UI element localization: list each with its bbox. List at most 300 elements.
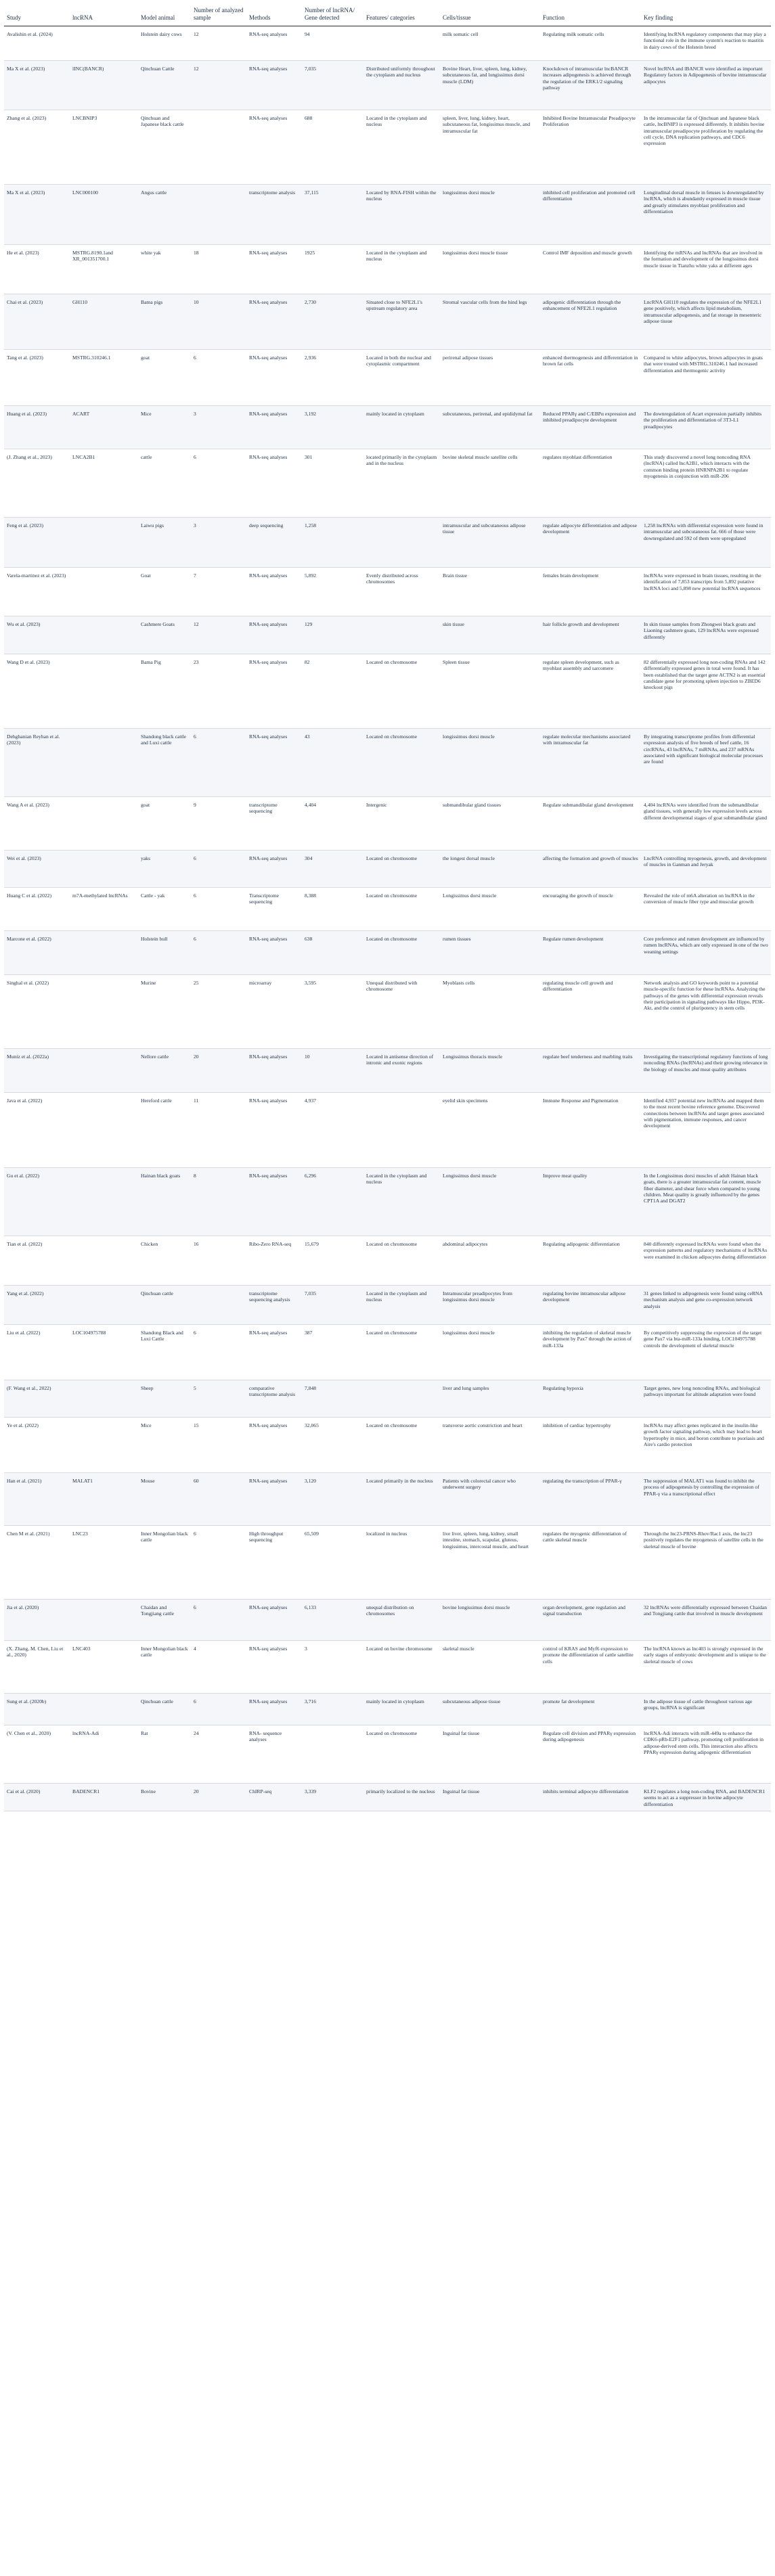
cell-lncrna [70, 654, 138, 729]
cell-key-finding: KLF2 regulates a long non-coding RNA, and BADENCR1 seems to act as a suppressor in bovine adipocyte differentiation [641, 1784, 771, 1811]
cell-cells-tissue: the longest dorsal muscle [440, 851, 540, 888]
cell-methods: RNA-seq analyses [246, 568, 302, 616]
cell-cells-tissue: bovine skeletal muscle satellite cells [440, 449, 540, 518]
cell-model-animal: Goat [138, 568, 191, 616]
cell-study: (J. Zhang et al., 2023) [4, 449, 70, 518]
cell-function: Regulating milk somatic cells [540, 26, 641, 61]
cell-model-animal: Bama Pig [138, 654, 191, 729]
cell-study: Liu et al. (2022) [4, 1325, 70, 1380]
cell-lncrna: ACART [70, 406, 138, 449]
cell-features: mainly located in cytoplasm [363, 406, 440, 449]
cell-model-animal: yaks [138, 851, 191, 888]
cell-study: Ma X et al. (2023) [4, 61, 70, 110]
cell-cells-tissue: Longissimus dorsi muscle [440, 1168, 540, 1236]
cell-lncrna [70, 26, 138, 61]
cell-key-finding: 31 genes linked to adipogenesis were found using ceRNA mechanism analysis and gene co-expression network analysis [641, 1286, 771, 1325]
table-row [4, 851, 771, 888]
table-row [4, 729, 771, 797]
cell-sample-count: 15 [191, 1418, 246, 1473]
cell-features: Unequal distributed with chromosome [363, 975, 440, 1049]
cell-lncrna: LOC104975788 [70, 1325, 138, 1380]
cell-sample-count: 25 [191, 975, 246, 1049]
cell-sample-count: 3 [191, 518, 246, 568]
cell-cells-tissue: longissimus dorsi muscle [440, 1325, 540, 1380]
cell-lncrna [70, 1380, 138, 1418]
table-row [4, 245, 771, 294]
cell-methods: microarray [246, 975, 302, 1049]
cell-study: Gu et al. (2022) [4, 1168, 70, 1236]
cell-genes-detected: 1925 [302, 245, 363, 294]
cell-methods: transcriptome analysis [246, 185, 302, 245]
table-row [4, 406, 771, 449]
cell-key-finding: In skin tissue samples from Zhongwei black goats and Liaoning cashmere goats, 129 lncRNAs were expressed differently [641, 616, 771, 654]
cell-genes-detected: 7,035 [302, 1286, 363, 1325]
table-row [4, 975, 771, 1049]
cell-model-animal: Hereford cattle [138, 1093, 191, 1168]
cell-genes-detected: 37,115 [302, 185, 363, 245]
cell-features: unequal distribution on chromosomes [363, 1600, 440, 1641]
cell-lncrna: LNC23 [70, 1526, 138, 1600]
cell-genes-detected: 1,258 [302, 518, 363, 568]
cell-lncrna [70, 1286, 138, 1325]
cell-features: Located on chromosome [363, 1418, 440, 1473]
cell-features: primarily localized to the nucleus [363, 1784, 440, 1811]
cell-genes-detected: 3,192 [302, 406, 363, 449]
cell-methods: RNA-seq analyses [246, 61, 302, 110]
cell-study: Marcone et al. (2022) [4, 931, 70, 975]
table-row [4, 110, 771, 185]
cell-methods: RNA-seq analyses [246, 729, 302, 797]
cell-sample-count: 23 [191, 654, 246, 729]
cell-function: inhibition of cardiac hypertrophy [540, 1418, 641, 1473]
cell-lncrna [70, 729, 138, 797]
cell-features [363, 1093, 440, 1168]
cell-key-finding: The downregulation of Acart expression partially inhibits the proliferation and differentiation of 3T3-L1 preadipocytes [641, 406, 771, 449]
cell-key-finding: LncRNA GH110 regulates the expression of the NFE2L1 gene positively, which affects lipid metabolism, intramuscular adipogenesis, and fat storage in mesenteric adipose tissue [641, 294, 771, 350]
cell-lncrna [70, 1236, 138, 1286]
cell-cells-tissue: subcutaneous adipose tissue [440, 1694, 540, 1725]
cell-lncrna: lINC(BANCR) [70, 61, 138, 110]
table-row [4, 1325, 771, 1380]
table-row [4, 1526, 771, 1600]
cell-cells-tissue: Myoblasts cells [440, 975, 540, 1049]
cell-methods: RNA-seq analyses [246, 931, 302, 975]
header-key-finding: Key finding [641, 3, 771, 26]
cell-study: Feng et al. (2023) [4, 518, 70, 568]
cell-features [363, 518, 440, 568]
cell-study: Chen M et al. (2021) [4, 1526, 70, 1600]
cell-sample-count: 6 [191, 1526, 246, 1600]
cell-methods: RNA-seq analyses [246, 1325, 302, 1380]
cell-model-animal: goat [138, 797, 191, 851]
cell-methods: RNA-seq analyses [246, 110, 302, 185]
cell-lncrna [70, 518, 138, 568]
cell-features: Located in the cytoplasm and nucleus [363, 1168, 440, 1236]
cell-key-finding: Through the lnc23-PRNS-Rhov/Rac1 axis, the lnc23 positively regulates the myogenesis of satellite cells in the skeletal muscle of bovine [641, 1526, 771, 1600]
cell-cells-tissue: live liver, spleen, lung, kidney, small intestine, stomach, scapular, gluteus, longissimus, intercostal muscle, and heart [440, 1526, 540, 1600]
cell-function: Reduced PPARγ and C/EBPα expression and inhibited preadipocyte development [540, 406, 641, 449]
cell-methods: High throughput sequencing [246, 1526, 302, 1600]
cell-features: Located on bovine chromosome [363, 1641, 440, 1694]
header-lncrna: lncRNA [70, 3, 138, 26]
cell-lncrna [70, 1694, 138, 1725]
cell-sample-count: 6 [191, 729, 246, 797]
cell-function: regulating the transcription of PPAR-γ [540, 1473, 641, 1526]
cell-function: regulate spleen development, such as myoblast assembly and sarcomere [540, 654, 641, 729]
cell-features: Distributed uniformly throughout the cytoplasm and nucleus [363, 61, 440, 110]
cell-genes-detected: 8,388 [302, 888, 363, 931]
cell-features: Located in the cytoplasm and nucleus [363, 245, 440, 294]
cell-genes-detected: 3,339 [302, 1784, 363, 1811]
cell-cells-tissue: liver and lung samples [440, 1380, 540, 1418]
cell-key-finding: Identifying the mRNAs and lncRNAs that are involved in the formation and development of the longissimus dorsi muscle tissue in Tianzhu white yaks at different ages [641, 245, 771, 294]
cell-key-finding: Identifying lncRNA regulatory components that may play a functional role in the immune system's reaction to mastitis in dairy cows of the Holstein breed [641, 26, 771, 61]
cell-function: hair follicle growth and development [540, 616, 641, 654]
cell-features [363, 616, 440, 654]
cell-key-finding: 4,404 lncRNAs were identified from the submandibular gland tissues, with generally low expression levels across different developmental stages of goat submandibular gland [641, 797, 771, 851]
cell-function: regulating muscle cell growth and differentiation [540, 975, 641, 1049]
cell-study: Java et al. (2022) [4, 1093, 70, 1168]
cell-genes-detected: 7,035 [302, 61, 363, 110]
cell-features: Evenly distributed across chromosomes [363, 568, 440, 616]
cell-genes-detected: 3 [302, 1641, 363, 1694]
header-methods: Methods [246, 3, 302, 26]
cell-lncrna: LNCBNIP3 [70, 110, 138, 185]
cell-lncrna [70, 616, 138, 654]
cell-lncrna [70, 1600, 138, 1641]
cell-study: Wei et al. (2023) [4, 851, 70, 888]
cell-study: (X. Zhang, M. Chen, Liu et al., 2020) [4, 1641, 70, 1694]
cell-model-animal: Holstein dairy cows [138, 26, 191, 61]
cell-study: Singhal et al. (2022) [4, 975, 70, 1049]
table-row [4, 1725, 771, 1784]
cell-model-animal: Mice [138, 1418, 191, 1473]
cell-genes-detected: 15,679 [302, 1236, 363, 1286]
cell-study: Tian et al. (2022) [4, 1236, 70, 1286]
cell-model-animal: Cattle - yak [138, 888, 191, 931]
cell-key-finding: 82 differentially expressed long non-coding RNAs and 142 differentially expressed genes in total were found. It has been established that the target gene ACTN2 is an essential candidate gene for promoting spleen injection to ZBED6 knockout pigs [641, 654, 771, 729]
cell-methods: RNA-seq analyses [246, 1641, 302, 1694]
cell-cells-tissue: bovine longissimus dorsi muscle [440, 1600, 540, 1641]
cell-model-animal: cattle [138, 449, 191, 518]
cell-study: Muniz et al. (2022a) [4, 1049, 70, 1093]
cell-study: Sung et al. (2020b) [4, 1694, 70, 1725]
cell-study: Ye et al. (2022) [4, 1418, 70, 1473]
cell-features: Located primarily in the nucleus [363, 1473, 440, 1526]
cell-genes-detected: 688 [302, 110, 363, 185]
cell-cells-tissue: Inguinal fat tissue [440, 1784, 540, 1811]
cell-lncrna: MALAT1 [70, 1473, 138, 1526]
cell-methods: RNA-seq analyses [246, 1168, 302, 1236]
cell-sample-count [191, 1286, 246, 1325]
cell-model-animal: Chaidan and Tongjiang cattle [138, 1600, 191, 1641]
cell-model-animal: Mice [138, 406, 191, 449]
cell-study: (F. Wang et al., 2022) [4, 1380, 70, 1418]
cell-cells-tissue: submandibular gland tissues [440, 797, 540, 851]
cell-methods: RNA-seq analyses [246, 1694, 302, 1725]
cell-model-animal: Nellore cattle [138, 1049, 191, 1093]
cell-sample-count: 6 [191, 350, 246, 406]
cell-sample-count: 6 [191, 1694, 246, 1725]
cell-model-animal: Murine [138, 975, 191, 1049]
cell-sample-count: 5 [191, 1380, 246, 1418]
table-row [4, 350, 771, 406]
cell-lncrna: lncRNA-Adi [70, 1725, 138, 1784]
cell-methods: RNA-seq analyses [246, 1049, 302, 1093]
cell-cells-tissue: skin tissue [440, 616, 540, 654]
cell-function: encouraging the growth of muscle [540, 888, 641, 931]
cell-function: Knockdown of intramuscular lncBANCR increases adipogenesis is achieved through the regulation of the ERK1/2 signaling pathway [540, 61, 641, 110]
cell-sample-count: 7 [191, 568, 246, 616]
cell-study: Zhang et al. (2023) [4, 110, 70, 185]
cell-sample-count: 6 [191, 449, 246, 518]
cell-methods: RNA-seq analyses [246, 1600, 302, 1641]
cell-key-finding: 32 lncRNAs were differentially expressed between Chaidan and Tongjiang cattle that involved in muscle development [641, 1600, 771, 1641]
cell-function: adipogenic differentiation through the enhancement of NFE2L1 regulation [540, 294, 641, 350]
cell-cells-tissue: Spleen tissue [440, 654, 540, 729]
cell-sample-count: 9 [191, 797, 246, 851]
cell-sample-count: 6 [191, 1325, 246, 1380]
header-genes-detected: Number of lncRNA/ Gene detected [302, 3, 363, 26]
cell-cells-tissue: Longissimus dorsi muscle [440, 888, 540, 931]
header-sample-count: Number of analyzed sample [191, 3, 246, 26]
cell-key-finding: 840 differently expressed lncRNAs were found when the expression patterns and regulatory mechanisms of lncRNAs were examined in chicken adipocytes during differentiation [641, 1236, 771, 1286]
cell-sample-count: 6 [191, 851, 246, 888]
cell-methods: RNA-seq analyses [246, 1473, 302, 1526]
cell-cells-tissue: eyelid skin specimens [440, 1093, 540, 1168]
table-row [4, 1093, 771, 1168]
table-row [4, 1694, 771, 1725]
table-row [4, 1236, 771, 1286]
cell-function: regulates myoblast differentiation [540, 449, 641, 518]
cell-model-animal: Bovine [138, 1784, 191, 1811]
cell-lncrna [70, 851, 138, 888]
cell-model-animal: Bama pigs [138, 294, 191, 350]
cell-features: Located in the cytoplasm and nucleus [363, 1286, 440, 1325]
header-features: Features/ categories [363, 3, 440, 26]
cell-cells-tissue: Intramuscular preadipocytes from longissimus dorsi muscle [440, 1286, 540, 1325]
cell-model-animal: Holstein bull [138, 931, 191, 975]
cell-sample-count: 3 [191, 406, 246, 449]
cell-function: Immune Response and Pigmentation [540, 1093, 641, 1168]
table-body [4, 26, 771, 1811]
cell-sample-count: 18 [191, 245, 246, 294]
cell-methods: RNA-seq analyses [246, 1418, 302, 1473]
cell-cells-tissue: Brain tissue [440, 568, 540, 616]
cell-sample-count: 24 [191, 1725, 246, 1784]
cell-model-animal: Inner Mongolian black cattle [138, 1641, 191, 1694]
cell-study: Avalishin et al. (2024) [4, 26, 70, 61]
cell-model-animal: Cashmere Goats [138, 616, 191, 654]
table-row [4, 616, 771, 654]
cell-cells-tissue: spleen, liver, lung, kidney, heart, subcutaneous fat, longissimus muscle, and intramuscular fat [440, 110, 540, 185]
table-row [4, 61, 771, 110]
cell-study: Varela-martinez et al. (2023) [4, 568, 70, 616]
cell-genes-detected: 3,595 [302, 975, 363, 1049]
cell-methods: RNA-seq analyses [246, 245, 302, 294]
cell-methods: RNA-seq analyses [246, 449, 302, 518]
cell-model-animal: Shandong Black and Luxi Cattle [138, 1325, 191, 1380]
table-row [4, 1418, 771, 1473]
cell-study: Yang et al. (2022) [4, 1286, 70, 1325]
cell-methods: RNA-seq analyses [246, 654, 302, 729]
cell-features: Located by RNA-FISH within the nucleus [363, 185, 440, 245]
table-row [4, 888, 771, 931]
cell-key-finding: Identified 4,937 potential new lncRNAs and mapped them to the most recent bovine reference genome. Discovered connections between lncRNAs and target genes associated with pigmentation, immune responses, and cancer development [641, 1093, 771, 1168]
cell-sample-count: 6 [191, 888, 246, 931]
header-function: Function [540, 3, 641, 26]
cell-lncrna [70, 568, 138, 616]
cell-function: regulate adipocyte differentiation and adipose development [540, 518, 641, 568]
cell-key-finding: lncRNAs were expressed in brain tissues, resulting in the identification of 7,853 transcripts from 5,892 putative lncRNA loci and 5,898 new potential lncRNA sequences [641, 568, 771, 616]
cell-sample-count: 6 [191, 931, 246, 975]
table-row [4, 1049, 771, 1093]
cell-key-finding: Revealed the role of m6A alteration on lncRNA in the conversion of muscle fiber type and muscular growth [641, 888, 771, 931]
cell-cells-tissue: longissimus dorsi muscle tissue [440, 245, 540, 294]
cell-genes-detected: 387 [302, 1325, 363, 1380]
cell-genes-detected: 638 [302, 931, 363, 975]
cell-features: located primarily in the cytoplasm and in the nucleus [363, 449, 440, 518]
cell-lncrna: MSTRG.310246.1 [70, 350, 138, 406]
cell-lncrna: BADENCR1 [70, 1784, 138, 1811]
cell-key-finding: In the adipose tissue of cattle throughout various age groups, lncRNA is significant [641, 1694, 771, 1725]
header-model-animal: Model animal [138, 3, 191, 26]
cell-function: inhibited cell proliferation and promoted cell differentiation [540, 185, 641, 245]
cell-function: promote fat development [540, 1694, 641, 1725]
cell-key-finding: LncRNA controlling myogenesis, growth, and development of muscles in Ganman and Jeryak [641, 851, 771, 888]
cell-cells-tissue: abdominal adipocytes [440, 1236, 540, 1286]
cell-key-finding: This study discovered a novel long noncoding RNA (lncRNA) called lncA2B1, which interacts with the common binding protein HNRNPA2B1 to regulate myogenesis in conjunction with miR-206 [641, 449, 771, 518]
cell-genes-detected: 6,133 [302, 1600, 363, 1641]
cell-features [363, 1380, 440, 1418]
cell-features: Located on chromosome [363, 654, 440, 729]
cell-cells-tissue: Bovine Heart, liver, spleen, lung, kidney, subcutaneous fat, and longissimus dorsi muscle (LDM) [440, 61, 540, 110]
table-row [4, 1286, 771, 1325]
cell-study: Ma X et al. (2023) [4, 185, 70, 245]
cell-genes-detected: 94 [302, 26, 363, 61]
cell-cells-tissue: Longissimus thoracis muscle [440, 1049, 540, 1093]
cell-model-animal: Qinchuan Cattle [138, 61, 191, 110]
cell-function: control of KRAS and Myf6 expression to promote the differentiation of cattle satellite cells [540, 1641, 641, 1694]
cell-study: Huang C et al. (2022) [4, 888, 70, 931]
cell-features: Located in antisense direction of intronic and exonic regions [363, 1049, 440, 1093]
cell-model-animal: Qinchuan and Japanese black cattle [138, 110, 191, 185]
cell-genes-detected: 301 [302, 449, 363, 518]
cell-methods: RNA-seq analyses [246, 851, 302, 888]
cell-lncrna: LNCA2B1 [70, 449, 138, 518]
cell-genes-detected: 10 [302, 1049, 363, 1093]
cell-key-finding: The suppression of MALAT1 was found to inhibit the process of adipogenesis by controlling the expression of PPAR-γ via a transcriptional effect [641, 1473, 771, 1526]
cell-key-finding: By integrating transcriptome profiles from differential expression analysis of five breeds of beef cattle, 16 circRNAs, 43 lncRNAs, 7 miRNAs, and 237 mRNAs associated with significant biological molecular processes are found [641, 729, 771, 797]
cell-sample-count [191, 110, 246, 185]
cell-genes-detected: 43 [302, 729, 363, 797]
cell-features: Located on chromosome [363, 1236, 440, 1286]
cell-function: Control IMF deposition and muscle growth [540, 245, 641, 294]
cell-model-animal: Qinchuan cattle [138, 1286, 191, 1325]
cell-lncrna: LNC403 [70, 1641, 138, 1694]
cell-function: inhibiting the regulation of skeletal muscle development by Pax7 through the action of miR-133a [540, 1325, 641, 1380]
cell-model-animal: Rat [138, 1725, 191, 1784]
cell-lncrna [70, 975, 138, 1049]
cell-model-animal: Mouse [138, 1473, 191, 1526]
cell-lncrna: m7A-methylated lncRNAs [70, 888, 138, 931]
cell-function: affecting the formation and growth of muscles [540, 851, 641, 888]
table-row [4, 797, 771, 851]
header-study: Study [4, 3, 70, 26]
cell-features: Situated close to NFE2L1's upstream regulatory area [363, 294, 440, 350]
cell-methods: Ribo-Zero RNA-seq [246, 1236, 302, 1286]
cell-methods: RNA-seq analyses [246, 406, 302, 449]
cell-features: Located on chromosome [363, 931, 440, 975]
cell-key-finding: Target genes, new long noncoding RNAs, and biological pathways important for altitude adaptation were found [641, 1380, 771, 1418]
cell-methods: transcriptome sequencing [246, 797, 302, 851]
cell-methods: deep sequencing [246, 518, 302, 568]
cell-methods: RNA-seq analyses [246, 26, 302, 61]
table-row [4, 654, 771, 729]
cell-key-finding: Longitudinal dorsal muscle in fetuses is downregulated by lncRNA, which is abundantly expressed in muscle tissue and greatly stimulates myoblast proliferation and differentiation [641, 185, 771, 245]
cell-study: Jia et al. (2020) [4, 1600, 70, 1641]
cell-genes-detected: 32,065 [302, 1418, 363, 1473]
cell-study: Cai et al. (2020) [4, 1784, 70, 1811]
cell-methods: transcriptome sequencing analysis [246, 1286, 302, 1325]
cell-lncrna [70, 1168, 138, 1236]
cell-methods: RNA-seq analyses [246, 616, 302, 654]
cell-lncrna [70, 931, 138, 975]
cell-study: Chai et al. (2023) [4, 294, 70, 350]
cell-key-finding: lncRNAs may affect genes replicated in the insulin-like growth factor signaling pathway, which may lead to heart hypertrophy in mice, and boron contribute to psoriasis and Aire's cardio protection [641, 1418, 771, 1473]
cell-sample-count: 10 [191, 294, 246, 350]
cell-function: Regulating hypoxia [540, 1380, 641, 1418]
cell-genes-detected: 82 [302, 654, 363, 729]
cell-sample-count: 20 [191, 1049, 246, 1093]
table-row [4, 518, 771, 568]
cell-model-animal: Hainan black goats [138, 1168, 191, 1236]
cell-features: Located on chromosome [363, 729, 440, 797]
cell-function: Regulate rumen development [540, 931, 641, 975]
cell-function: Regulate submandibular gland development [540, 797, 641, 851]
cell-model-animal: Sheep [138, 1380, 191, 1418]
cell-key-finding: Compared to white adipocytes, brown adipocytes in goats that were treated with MSTRG.310246.1 had increased differentiation and thermogenic activity [641, 350, 771, 406]
cell-sample-count [191, 185, 246, 245]
cell-genes-detected: 2,936 [302, 350, 363, 406]
cell-model-animal: Angus cattle [138, 185, 191, 245]
cell-lncrna [70, 1093, 138, 1168]
table-row [4, 1168, 771, 1236]
cell-key-finding: Investigating the transcriptional regulatory functions of long noncoding RNAs (lncRNAs) and their growing relevance in the biology of muscles and meat quality attributes [641, 1049, 771, 1093]
cell-features: Located on chromosome [363, 1325, 440, 1380]
cell-genes-detected: 7,848 [302, 1380, 363, 1418]
cell-study: Wang D et al. (2023) [4, 654, 70, 729]
table-row [4, 1641, 771, 1694]
cell-genes-detected: 6,296 [302, 1168, 363, 1236]
cell-features: mainly located in cytoplasm [363, 1694, 440, 1725]
cell-study: Wu et al. (2023) [4, 616, 70, 654]
cell-features: localized in nucleus [363, 1526, 440, 1600]
table-row [4, 1784, 771, 1811]
cell-genes-detected: 3,120 [302, 1473, 363, 1526]
lncrna-studies-table [4, 3, 771, 1811]
cell-genes-detected: 304 [302, 851, 363, 888]
cell-study: Dehghanian Reyhan et al. (2023) [4, 729, 70, 797]
table-row [4, 1600, 771, 1641]
cell-sample-count: 12 [191, 616, 246, 654]
cell-features: Intergenic [363, 797, 440, 851]
cell-genes-detected: 4,404 [302, 797, 363, 851]
cell-sample-count: 11 [191, 1093, 246, 1168]
cell-features: Located in the cytoplasm and nucleus [363, 110, 440, 185]
cell-study: Wang A et al. (2023) [4, 797, 70, 851]
cell-genes-detected: 2,730 [302, 294, 363, 350]
